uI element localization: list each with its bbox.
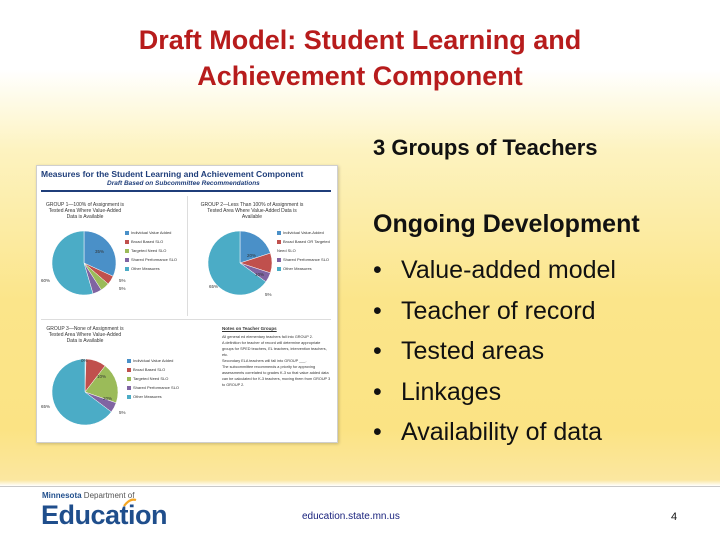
group3-pct-label: 0% xyxy=(81,358,88,363)
group3-pct-label: 65% xyxy=(41,404,51,409)
ongoing-development-heading: Ongoing Development xyxy=(373,210,640,238)
slide-title-line-1: Draft Model: Student Learning and xyxy=(138,25,582,55)
slide-title xyxy=(60,22,660,94)
legend-item: Targeted Need SLO xyxy=(127,374,179,383)
legend-item: Other Measures xyxy=(127,392,179,401)
bullet-text: Value-added model xyxy=(401,256,616,284)
bullet-icon: • xyxy=(373,418,382,446)
group3-pct-label: 10% xyxy=(97,374,107,379)
bullet-item xyxy=(373,372,616,413)
group1-pie-chart xyxy=(49,228,119,298)
legend-item: Targeted Need SLO xyxy=(125,246,177,255)
legend-item: Individual Value Added xyxy=(127,356,179,365)
bullet-icon: • xyxy=(373,256,382,284)
note-item: Secondary ELA teachers will fall into GROUP ___. xyxy=(222,359,307,363)
bullet-text: Linkages xyxy=(401,377,502,406)
teacher-groups-notes xyxy=(222,326,332,388)
bullet-item xyxy=(373,291,616,332)
note-item: A definition for teacher of record will determine appropriate groups for SPED teachers, EL teachers, intervention teachers, etc. xyxy=(222,341,327,357)
mde-logo-caption: Minnesota Department of xyxy=(42,491,135,500)
legend-item: Broad Based OR Targeted Need SLO xyxy=(277,239,330,253)
thumbnail-divider xyxy=(187,196,188,316)
group2-pct-label: 65% xyxy=(209,284,219,289)
bullet-icon: • xyxy=(373,377,382,406)
group3-pct-label: 5% xyxy=(119,410,126,415)
legend-item: Broad Based SLO xyxy=(125,237,177,246)
bullet-text: Availability of data xyxy=(401,418,603,446)
thumbnail-title: Measures for the Student Learning and Achievement Component xyxy=(41,169,304,179)
group1-pct-label: 5% xyxy=(119,278,126,283)
notes-title: Notes on Teacher Groups xyxy=(222,326,277,331)
footer-url[interactable]: education.state.mn.us xyxy=(302,511,400,522)
mde-logo-swoosh-icon xyxy=(123,498,137,508)
group2-pct-label: 10% xyxy=(255,272,265,277)
bullet-text: Tested areas xyxy=(401,337,545,365)
slide-title-line-2: Achievement Component xyxy=(197,61,523,91)
group3-pct-label: 20% xyxy=(103,396,113,401)
bullet-item xyxy=(373,412,616,453)
legend-item: Other Measures xyxy=(277,264,337,273)
note-item: All general ed elementary teachers fall into GROUP 2. xyxy=(222,335,313,339)
legend-item: Broad Based SLO xyxy=(127,365,179,374)
groups-heading: 3 Groups of Teachers xyxy=(373,135,598,160)
footer-divider xyxy=(0,486,720,487)
legend-item: Shared Performance SLO xyxy=(125,255,177,264)
group1-pct-label: 35% xyxy=(95,249,105,254)
legend-item: Shared Performance SLO xyxy=(277,255,337,264)
legend-item: Individual Value Added xyxy=(125,228,177,237)
group1-title: GROUP 1—100% of Assignment is Tested Area Where Value-Added Data is Available xyxy=(46,202,124,220)
bullet-item xyxy=(373,331,616,372)
group1-pct-label: 60% xyxy=(41,278,51,283)
thumbnail-divider xyxy=(41,319,331,320)
group3-pie-chart xyxy=(49,356,121,428)
bullet-item xyxy=(373,250,616,291)
legend-item: Other Measures xyxy=(125,264,177,273)
group2-pct-label: 5% xyxy=(265,292,272,297)
page-number: 4 xyxy=(671,511,678,523)
group3-title: GROUP 3—None of Assignment is Tested Area Where Value-Added Data is Available xyxy=(46,326,124,344)
bullet-icon: • xyxy=(373,296,382,325)
group2-title: GROUP 2—Less Than 100% of Assignment is Tested Area Where Value-Added Data is Available xyxy=(200,202,304,220)
bullet-list xyxy=(373,250,616,453)
group2-pct-label: 20% xyxy=(247,253,257,258)
group1-pct-label: 5% xyxy=(119,286,126,291)
legend-item: Shared Performance SLO xyxy=(127,383,179,392)
measures-document-thumbnail xyxy=(36,165,338,443)
bullet-icon: • xyxy=(373,337,382,365)
thumbnail-subtitle: Draft Based on Subcommittee Recommendations xyxy=(107,180,260,187)
group2-legend xyxy=(277,228,337,273)
group3-legend xyxy=(127,356,179,401)
thumbnail-rule xyxy=(41,190,331,192)
mde-logo-wordmark: Education xyxy=(41,500,168,530)
group1-legend xyxy=(125,228,177,273)
legend-item: Individual Value-Added xyxy=(277,228,337,237)
note-item: The subcommittee recommends a priority for approving assessments correlated to grades K-3 so that value added data can be calculated for K-3 teachers, moving them from GROUP 3 to GROUP 2. xyxy=(222,365,331,387)
bullet-text: Teacher of record xyxy=(401,296,596,325)
